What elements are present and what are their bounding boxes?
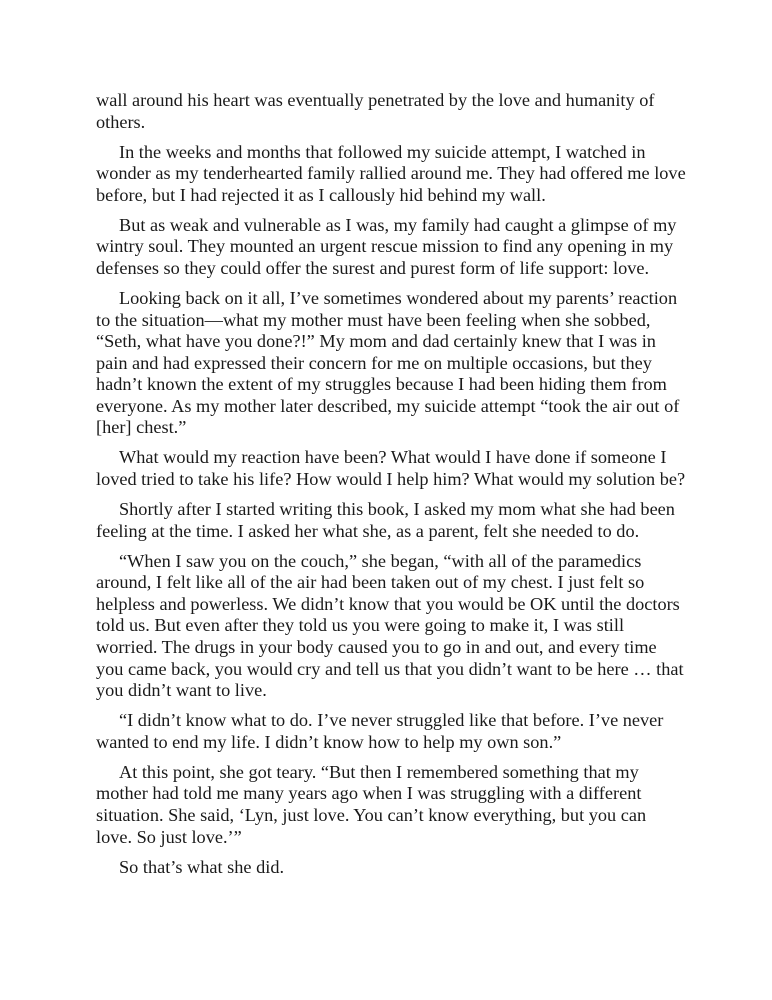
- paragraph: So that’s what she did.: [119, 856, 285, 877]
- paragraph: But as weak and vulnerable as I was, my family had caught a glimpse of my wintry soul. They mounted an urgent rescue mission to find any opening in my defenses so they could offer the surest and purest form of life support: love.: [96, 214, 677, 278]
- paragraph: At this point, she got teary. “But then I remembered something that my mother had told me many years ago when I was struggling with a different situation. She said, ‘Lyn, just love. You can’t know everything, but you can love. So just love.’”: [96, 761, 647, 847]
- paragraph: Shortly after I started writing this book, I asked my mom what she had been feeling at the time. I asked her what she, as a parent, felt she needed to do.: [96, 499, 675, 541]
- paragraph-continued: wall around his heart was eventually penetrated by the love and humanity of others.: [96, 90, 655, 132]
- paragraph: In the weeks and months that followed my suicide attempt, I watched in wonder as my tenderhearted family rallied around me. They had offered me love before, but I had rejected it as I callously hid behind my wall.: [96, 141, 686, 205]
- paragraph: “I didn’t know what to do. I’ve never struggled like that before. I’ve never wanted to end my life. I didn’t know how to help my own son.”: [96, 710, 664, 752]
- paragraph: What would my reaction have been? What would I have done if someone I loved tried to take his life? How would I help him? What would my solution be?: [96, 447, 686, 490]
- paragraph: Looking back on it all, I’ve sometimes wondered about my parents’ reaction to the situation—what my mother must have been feeling when she sobbed, “Seth, what have you done?!” My mom and dad certainly knew that I was in pain and had expressed their concern for me on multiple occasions, but they hadn’t known the extent of my struggles because I had been hiding them from everyone. As my mother later described, my suicide attempt “took the air out of [her] chest.”: [96, 287, 680, 438]
- book-page: [96, 90, 686, 887]
- paragraph: “When I saw you on the couch,” she began, “with all of the paramedics around, I felt like all of the air had been taken out of my chest. I just felt so helpless and powerless. We didn’t know that you would be OK until the doctors told us. But even after they told us you were going to make it, I was still worried. The drugs in your body caused you to go in and out, and every time you came back, you would cry and tell us that you didn’t want to be here … that you didn’t want to live.: [96, 550, 684, 701]
